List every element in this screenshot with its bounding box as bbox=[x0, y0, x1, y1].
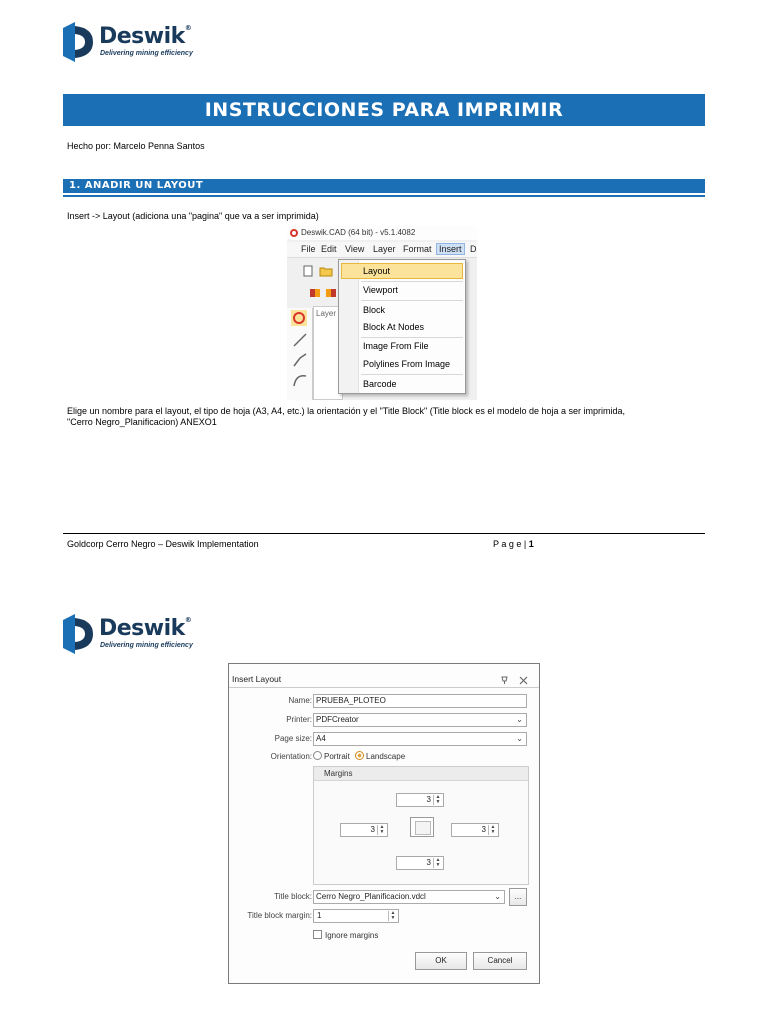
spinner-arrows-icon[interactable]: ▲ ▼ bbox=[388, 911, 397, 921]
chevron-down-icon: ⌄ bbox=[516, 734, 523, 743]
deswik-logo-mark-icon bbox=[63, 22, 93, 62]
deswik-logo-page2 bbox=[63, 614, 223, 658]
line-tool-icon[interactable] bbox=[292, 332, 308, 348]
page-preview-icon bbox=[410, 817, 434, 837]
menu-more[interactable]: D bbox=[470, 244, 477, 254]
instruction-insert-layout: Insert -> Layout (adiciona una "pagina" que va a ser imprimida) bbox=[67, 211, 319, 221]
menu-item-block-at-nodes[interactable]: Block At Nodes bbox=[363, 322, 425, 332]
title-block-margin-label: Title block margin: bbox=[247, 911, 312, 920]
ok-button[interactable]: OK bbox=[415, 952, 467, 970]
orientation-portrait-radio[interactable]: Portrait bbox=[313, 751, 350, 761]
stop-icon[interactable] bbox=[291, 310, 307, 326]
section-heading-band bbox=[63, 176, 705, 198]
logo-wordmark: Deswik® bbox=[99, 616, 192, 641]
printer-select[interactable]: PDFCreator ⌄ bbox=[313, 713, 527, 727]
name-input[interactable]: PRUEBA_PLOTEO bbox=[313, 694, 527, 708]
menu-item-barcode[interactable]: Barcode bbox=[363, 379, 397, 389]
left-tool-column bbox=[287, 308, 313, 400]
deswik-app-icon bbox=[290, 229, 298, 237]
section-heading: 1. ANADIR UN LAYOUT bbox=[69, 180, 204, 191]
ignore-margins-checkbox[interactable]: Ignore margins bbox=[313, 930, 378, 940]
checkbox-unchecked-icon bbox=[313, 930, 322, 939]
radio-unchecked-icon bbox=[313, 751, 322, 760]
printer-label: Printer: bbox=[286, 715, 312, 724]
polyline-tool-icon[interactable] bbox=[292, 352, 308, 368]
cancel-button[interactable]: Cancel bbox=[473, 952, 527, 970]
logo-tagline: Delivering mining efficiency bbox=[100, 642, 193, 649]
dialog-title-bar bbox=[229, 672, 539, 688]
document-title: INSTRUCCIONES PARA IMPRIMIR bbox=[63, 94, 705, 126]
title-block-margin-spinner[interactable]: 1 ▲ ▼ bbox=[313, 909, 399, 923]
open-folder-icon[interactable] bbox=[319, 265, 333, 277]
menu-edit[interactable]: Edit bbox=[321, 244, 337, 254]
new-file-icon[interactable] bbox=[303, 265, 313, 277]
title-block-select[interactable]: Cerro Negro_Planificacion.vdcl ⌄ bbox=[313, 890, 505, 904]
insert-dropdown-menu bbox=[338, 259, 466, 394]
highlight-layout bbox=[341, 263, 463, 279]
menu-layer[interactable]: Layer bbox=[373, 244, 396, 254]
tool-icon-a[interactable] bbox=[309, 287, 321, 299]
menu-bar bbox=[287, 242, 477, 258]
title-block-label: Title block: bbox=[274, 892, 312, 901]
footer-page: P a g e | 1 bbox=[493, 539, 534, 549]
tool-icon-b[interactable] bbox=[325, 287, 337, 299]
spinner-arrows-icon[interactable]: ▲ ▼ bbox=[377, 825, 386, 835]
menu-item-polylines-from-image[interactable]: Polylines From Image bbox=[363, 359, 451, 369]
dialog-title: Insert Layout bbox=[232, 674, 282, 684]
margins-group bbox=[313, 766, 529, 885]
menu-item-block[interactable]: Block bbox=[363, 305, 386, 315]
close-icon[interactable] bbox=[519, 676, 528, 685]
menu-item-viewport[interactable]: Viewport bbox=[363, 285, 398, 295]
menu-view[interactable]: View bbox=[345, 244, 365, 254]
spinner-arrows-icon[interactable]: ▲ ▼ bbox=[488, 825, 497, 835]
footer-left: Goldcorp Cerro Negro – Deswik Implementation bbox=[67, 539, 259, 549]
instruction-choose-name-line1: Elige un nombre para el layout, el tipo de hoja (A3, A4, etc.) la orientación y el "Title Block" (Title block es el modelo de hoja a ser imprimida, bbox=[67, 406, 625, 416]
name-label: Name: bbox=[288, 696, 312, 705]
toolbar-row-2 bbox=[287, 284, 339, 302]
logo-tagline: Delivering mining efficiency bbox=[100, 50, 193, 57]
menu-item-image-from-file[interactable]: Image From File bbox=[363, 341, 429, 351]
chevron-down-icon: ⌄ bbox=[494, 892, 501, 901]
page-size-select[interactable]: A4 ⌄ bbox=[313, 732, 527, 746]
orientation-label: Orientation: bbox=[270, 752, 312, 761]
spinner-arrows-icon[interactable]: ▲ ▼ bbox=[433, 858, 442, 868]
margins-header: Margins bbox=[314, 767, 528, 781]
layer-panel: Layer bbox=[313, 306, 343, 400]
page-size-label: Page size: bbox=[274, 734, 312, 743]
radio-checked-icon bbox=[355, 751, 364, 760]
footer-rule bbox=[63, 533, 705, 534]
logo-wordmark: Deswik® bbox=[99, 24, 192, 49]
spinner-arrows-icon[interactable]: ▲ ▼ bbox=[433, 795, 442, 805]
menu-file[interactable]: File bbox=[301, 244, 316, 254]
author-line: Hecho por: Marcelo Penna Santos bbox=[67, 141, 205, 151]
deswik-logo-mark-icon bbox=[63, 614, 93, 654]
menu-format[interactable]: Format bbox=[403, 244, 432, 254]
orientation-landscape-radio[interactable]: Landscape bbox=[355, 751, 405, 761]
app-title-bar: Deswik.CAD (64 bit) - v5.1.4082 bbox=[287, 226, 477, 240]
arc-tool-icon[interactable] bbox=[292, 372, 308, 388]
deswik-logo bbox=[63, 22, 223, 66]
menu-insert[interactable]: Insert bbox=[436, 243, 465, 255]
chevron-down-icon: ⌄ bbox=[516, 715, 523, 724]
toolbar-row-1 bbox=[287, 262, 339, 280]
insert-layout-dialog bbox=[228, 663, 540, 984]
margin-left-spinner[interactable]: 3 ▲ ▼ bbox=[340, 823, 388, 837]
margin-top-spinner[interactable]: 3 ▲ ▼ bbox=[396, 793, 444, 807]
margin-right-spinner[interactable]: 3 ▲ ▼ bbox=[451, 823, 499, 837]
browse-button[interactable]: ... bbox=[509, 888, 527, 906]
instruction-choose-name-line2: "Cerro Negro_Planificacion) ANEXO1 bbox=[67, 417, 217, 427]
margin-bottom-spinner[interactable]: 3 ▲ ▼ bbox=[396, 856, 444, 870]
pin-icon[interactable] bbox=[500, 676, 509, 685]
menu-item-layout[interactable]: Layout bbox=[363, 266, 391, 276]
